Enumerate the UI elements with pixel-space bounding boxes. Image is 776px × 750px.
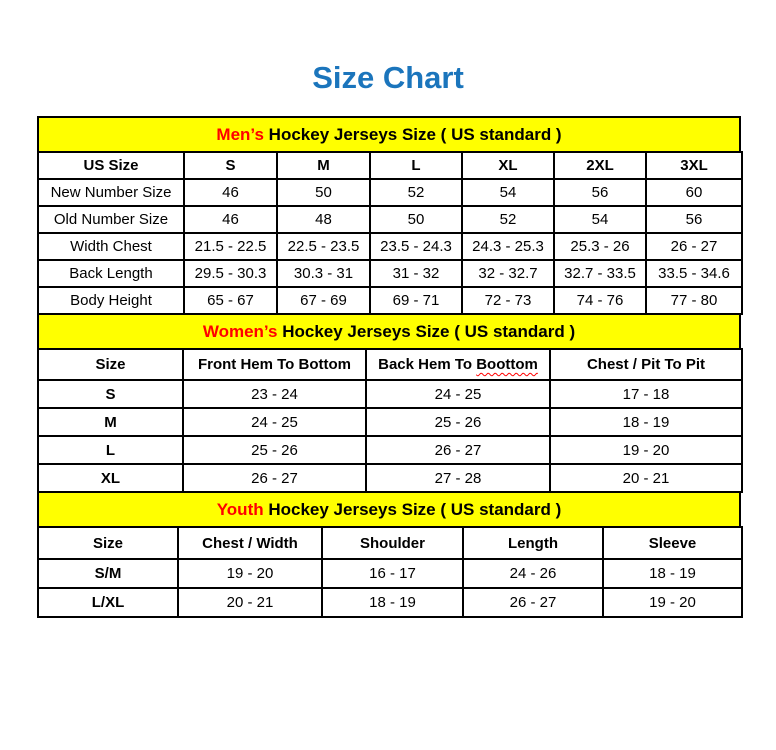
size-chart	[37, 116, 741, 618]
size-value-cell: 54	[462, 179, 554, 206]
size-value-cell: 72 - 73	[462, 287, 554, 314]
banner-text-womens: Hockey Jerseys Size ( US standard )	[277, 322, 576, 341]
row-label: M	[38, 408, 183, 436]
misspelled-word: Boottom	[476, 356, 538, 373]
table-row	[38, 588, 742, 617]
page-title: Size Chart	[312, 60, 464, 95]
column-header-text: Back Hem To	[378, 356, 477, 373]
table-row	[38, 179, 742, 206]
table-row	[38, 260, 742, 287]
size-value-cell: 18 - 19	[603, 559, 742, 588]
size-value-cell: 56	[646, 206, 742, 233]
size-value-cell: 50	[370, 206, 462, 233]
row-label: Body Height	[38, 287, 184, 314]
size-value-cell: 18 - 19	[550, 408, 742, 436]
size-value-cell: 46	[184, 179, 277, 206]
size-value-cell: 25 - 26	[183, 436, 366, 464]
column-header: 2XL	[554, 152, 646, 179]
header-row	[38, 349, 742, 380]
size-value-cell: 25 - 26	[366, 408, 550, 436]
row-label: L	[38, 436, 183, 464]
table-row	[38, 287, 742, 314]
size-value-cell: 26 - 27	[463, 588, 603, 617]
banner-text-mens: Hockey Jerseys Size ( US standard )	[263, 125, 562, 144]
column-header: US Size	[38, 152, 184, 179]
table-row	[38, 559, 742, 588]
size-value-cell: 22.5 - 23.5	[277, 233, 370, 260]
size-value-cell: 24 - 26	[463, 559, 603, 588]
banner-mens-section	[37, 116, 741, 153]
size-value-cell: 31 - 32	[370, 260, 462, 287]
column-header: Size	[38, 527, 178, 559]
table-row	[38, 380, 742, 408]
banner-highlight-mens: Men’s	[216, 125, 264, 144]
womens-size-table	[37, 348, 743, 493]
banner-highlight-youth: Youth	[216, 500, 264, 519]
size-value-cell: 20 - 21	[178, 588, 322, 617]
row-label: Old Number Size	[38, 206, 184, 233]
size-value-cell: 26 - 27	[646, 233, 742, 260]
size-value-cell: 46	[184, 206, 277, 233]
table-row	[38, 206, 742, 233]
column-header: M	[277, 152, 370, 179]
size-value-cell: 32 - 32.7	[462, 260, 554, 287]
header-row	[38, 152, 742, 179]
row-label: S/M	[38, 559, 178, 588]
size-value-cell: 69 - 71	[370, 287, 462, 314]
size-value-cell: 24 - 25	[366, 380, 550, 408]
size-value-cell: 67 - 69	[277, 287, 370, 314]
size-value-cell: 74 - 76	[554, 287, 646, 314]
table-row	[38, 408, 742, 436]
column-header: XL	[462, 152, 554, 179]
banner-youth-section	[37, 491, 741, 528]
size-value-cell: 19 - 20	[178, 559, 322, 588]
row-label: Width Chest	[38, 233, 184, 260]
size-value-cell: 23.5 - 24.3	[370, 233, 462, 260]
size-value-cell: 29.5 - 30.3	[184, 260, 277, 287]
size-value-cell: 20 - 21	[550, 464, 742, 492]
size-value-cell: 26 - 27	[366, 436, 550, 464]
size-value-cell: 26 - 27	[183, 464, 366, 492]
size-value-cell: 33.5 - 34.6	[646, 260, 742, 287]
column-header: Chest / Width	[178, 527, 322, 559]
row-label: XL	[38, 464, 183, 492]
size-value-cell: 21.5 - 22.5	[184, 233, 277, 260]
row-label: L/XL	[38, 588, 178, 617]
table-row	[38, 464, 742, 492]
column-header: Sleeve	[603, 527, 742, 559]
size-value-cell: 54	[554, 206, 646, 233]
size-value-cell: 60	[646, 179, 742, 206]
size-value-cell: 19 - 20	[550, 436, 742, 464]
row-label: New Number Size	[38, 179, 184, 206]
mens-size-table	[37, 151, 743, 315]
size-value-cell: 65 - 67	[184, 287, 277, 314]
size-value-cell: 23 - 24	[183, 380, 366, 408]
size-value-cell: 18 - 19	[322, 588, 463, 617]
banner-highlight-womens: Women’s	[202, 322, 278, 341]
column-header: Shoulder	[322, 527, 463, 559]
size-value-cell: 19 - 20	[603, 588, 742, 617]
size-value-cell: 17 - 18	[550, 380, 742, 408]
column-header: Front Hem To Bottom	[183, 349, 366, 380]
size-value-cell: 48	[277, 206, 370, 233]
header-row	[38, 527, 742, 559]
column-header: Length	[463, 527, 603, 559]
size-value-cell: 52	[462, 206, 554, 233]
column-header	[366, 349, 550, 380]
size-value-cell: 24.3 - 25.3	[462, 233, 554, 260]
banner-womens-section	[37, 313, 741, 350]
size-value-cell: 27 - 28	[366, 464, 550, 492]
column-header: S	[184, 152, 277, 179]
table-row	[38, 436, 742, 464]
size-value-cell: 32.7 - 33.5	[554, 260, 646, 287]
column-header: 3XL	[646, 152, 742, 179]
column-header: Size	[38, 349, 183, 380]
youth-size-table	[37, 526, 743, 618]
size-value-cell: 52	[370, 179, 462, 206]
banner-text-youth: Hockey Jerseys Size ( US standard )	[263, 500, 562, 519]
size-value-cell: 56	[554, 179, 646, 206]
size-value-cell: 24 - 25	[183, 408, 366, 436]
row-label: Back Length	[38, 260, 184, 287]
size-value-cell: 50	[277, 179, 370, 206]
column-header: Chest / Pit To Pit	[550, 349, 742, 380]
size-value-cell: 16 - 17	[322, 559, 463, 588]
table-row	[38, 233, 742, 260]
size-value-cell: 30.3 - 31	[277, 260, 370, 287]
size-value-cell: 25.3 - 26	[554, 233, 646, 260]
size-value-cell: 77 - 80	[646, 287, 742, 314]
row-label: S	[38, 380, 183, 408]
column-header: L	[370, 152, 462, 179]
